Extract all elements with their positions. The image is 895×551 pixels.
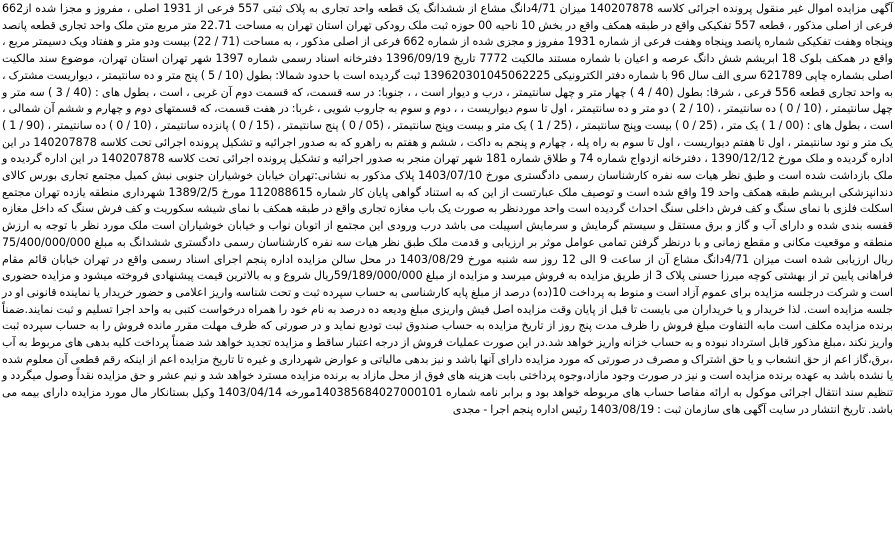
auction-notice-text: آگهی مزایده اموال غیر منقول پرونده اجرائی کلاسه 140207878 میزان 4/71دانگ مشاع از ششدانگ یک قطعه واحد تجاری به پلاک ثبتی 557 فرعی از 1931 اصلی ، مفروز و مجزا شده از662 فرعی از اصلی مذکور ، قطعه 557 تفکیکی واقع در طبقه همکف واقع در بخش 10 ناحیه 00 حوزه ثبت ملک رودکی تهران استان تهران به مساحت 22.71 متر مربع متن ملک واحد تجاری قطعه پانصد وپنجاه وهفت تفکیکی شماره پانصد وپنجاه وهفت فرعی از شماره 1931 مفروز و مجزی شده از شماره 662 فرعی از اصلی مذکور ، به مساحت (71 / 22) بیست ودو متر و هفتاد ویک دسیمتر مربع ، واقع در همکف بلوک 18 ابریشم شش دانگ عرصه و اعیان با شماره مستند مالکیت 7772 تاریخ 1396/09/19 دفترخانه اسناد رسمی شماره 1397 شهر تهران استان تهران، موضوع سند مالکیت اصلی بشماره چاپی 621789 سری الف سال 96 با شماره دفتر الکترونیکی 139620301045062225 ثبت گردیده است با حدود شمالا: بطول (10 / 5 ) پنج متر و ده سانتیمتر ، دیواریست مشترک ، به واحد تجاری قطعه 556 فرعی ، شرقا: بطول (40 / 4 ) چهار متر و چهل سانتیمتر ، درب و دیوار است ، ، جنوبا: در سه قسمت، که قسمت دوم آن غربی ، است ، بطول های : (40 / 3 ) سه متر و چهل سانتیمتر ، (10 / 0 ) ده سانتیمتر ، (10 / 2 ) دو متر و ده سانتیمتر ، اول تا سوم دیواریست ، ، دوم و سوم به جاروب شویی ، غربا: در هفت قسمت، که قسمتهای دوم و چهارم و ششم آن شمالی ، است ، بطول های : (00 / 1 ) یک متر ، (25 / 0 ) بیست وپنج سانتیمتر ، (25 / 1 ) یک متر و بیست وپنج سانتیمتر ، (05 / 0 ) پنج سانتیمتر ، (15 / 0 ) پانزده سانتیمتر ، (10 / 0 ) ده سانتیمتر ، (90 / 1 ) یک متر و نود سانتیمتر ، اول تا هفتم دیواریست ، اول تا سوم به راه پله ، چهارم و پنجم به داکت ، ششم و هفتم به راهرو که به صدور اجرائیه و تشکیل پرونده اجرائی تحت کلاسه 140207878 در این اداره گردیده و ملک مورخ 1390/12/12 ، دفترخانه ازدواج شماره 74 و طلاق شماره 181 شهر تهران منجر به صدور اجرائیه و تشکیل پرونده اجرائی تحت کلاسه 140207878 در این اداره گردیده و ملک بازداشت شده است و طبق نظر هیات سه نفره کارشناسان رسمی دادگستری مورخ 1403/07/10 پلاک مذکور به نشانی:تهران خیابان خوشیاران جنوبی نبش کمیل مجتمع تجاری بورس کالای دندانپزشکی ابریشم طبقه همکف واحد 19 واقع شده است و توصیف ملک عبارتست از این که به استناد گواهی پایان کار شماره 112088615 مورخ 1389/2/5 شهرداری منطقه یازده تهران مجتمع اسکلت فلزی با نمای سنگ و کف فرش داخلی سنگ احداث گردیده است واحد موردنظر به صورت یک باب مغازه تجاری واقع در طبقه همکف با نمای شیشه سکوریت و کف فرش سنگ که داخل مغازه قفسه بندی شده و دارای آب و گاز و برق مستقل و سیستم گرمایش و سرمایش اسپیلت می باشد درب ورودی این مجتمع از اتوبان نواب و خیابان خوشیاران است ملک مورد نظر با توجه به ارزش منطقه و موقعیت مکانی و مقطع زمانی و با درنظر گرفتن تمامی عوامل موثر بر ارزیابی و قدمت ملک طبق نظر هیات سه نفره کارشناسان رسمی دادگستری ششدانگ به مبلغ 75/400/000/000 ریال ارزیابی شده است میزان 4/71دانگ مشاع آن از ساعت 9 الی 12 روز سه شنبه مورخ 1403/08/29 در محل سالن مزایده اداره پنجم اجرای اسناد رسمی واقع در تهران خیابان قائم مقام فراهانی پایین تر از بهشتی کوچه میرزا حسنی پلاک 3 از طریق مزایده به فروش میرسد و مزایده از مبلغ 59/189/000/000ریال شروع و به بالاترین قیمت پیشنهادی فروخته میشود و مزایده حضوری است و شرکت درجلسه مزایده برای عموم آزاد است و منوط به پرداخت 10(ده) درصد از مبلغ پایه کارشناسی به حساب سپرده ثبت و تحت شناسه واریز اعلامی و حضور خریدار یا نماینده قانونی او در جلسه مزایده است. لذا خریدار و یا خریداران می بایست تا قبل از پایان وقت مزایده اصل فیش واریزی مبلغ ودیعه ده درصد به نام خود را همراه درخواست کتبی به واحد اجرا تسلیم و ثبت نمایند.ضمناً برنده مزایده مکلف است مابه التفاوت مبلغ فروش را ظرف مدت پنج روز از تاریخ مزایده به حساب صندوق ثبت تودیع نماید و در صورتی که ظرف مهلت مقرر مانده فروش را به حساب سپرده ثبت واریز نکند ،مبلغ مذکور قابل استرداد نبوده و به حساب خزانه واریز خواهد شد.در این صورت عملیات فروش از درجه اعتبار ساقط و مزایده تجدید خواهد شد ضمناً پرداخت کلیه بدهی های مربوط به آب ،برق،گاز اعم از حق انشعاب و یا حق اشتراک و مصرف در صورتی که مورد مزایده دارای آنها باشد و نیز بدهی مالیاتی و عوارض شهرداری و غیره تا تاریخ مزایده اعم از اینکه رقم قطعی آن معلوم شده یا نشده باشد به عهده برنده مزایده است و نیز در صورت وجود مازاد،وجوه پرداختی بابت هزینه های فوق از محل مازاد به برنده مزایده مسترد خواهد شد و نیم عشر و حق مزایده نقداً وصول میگردد و تنظیم سند انتقال اجرائی موکول به ارائه مفاصا حساب های مربوطه خواهد بود و برابر نامه شماره 140385684027000101مورخه 1403/04/14 وکیل بستانکار مال مورد مزایده دارای بیمه می باشد. تاریخ انتشار در سایت آگهی های سازمان ثبت : 1403/08/19 رئیس اداره پنجم اجرا - مجدی <box>2 2 894 416</box>
